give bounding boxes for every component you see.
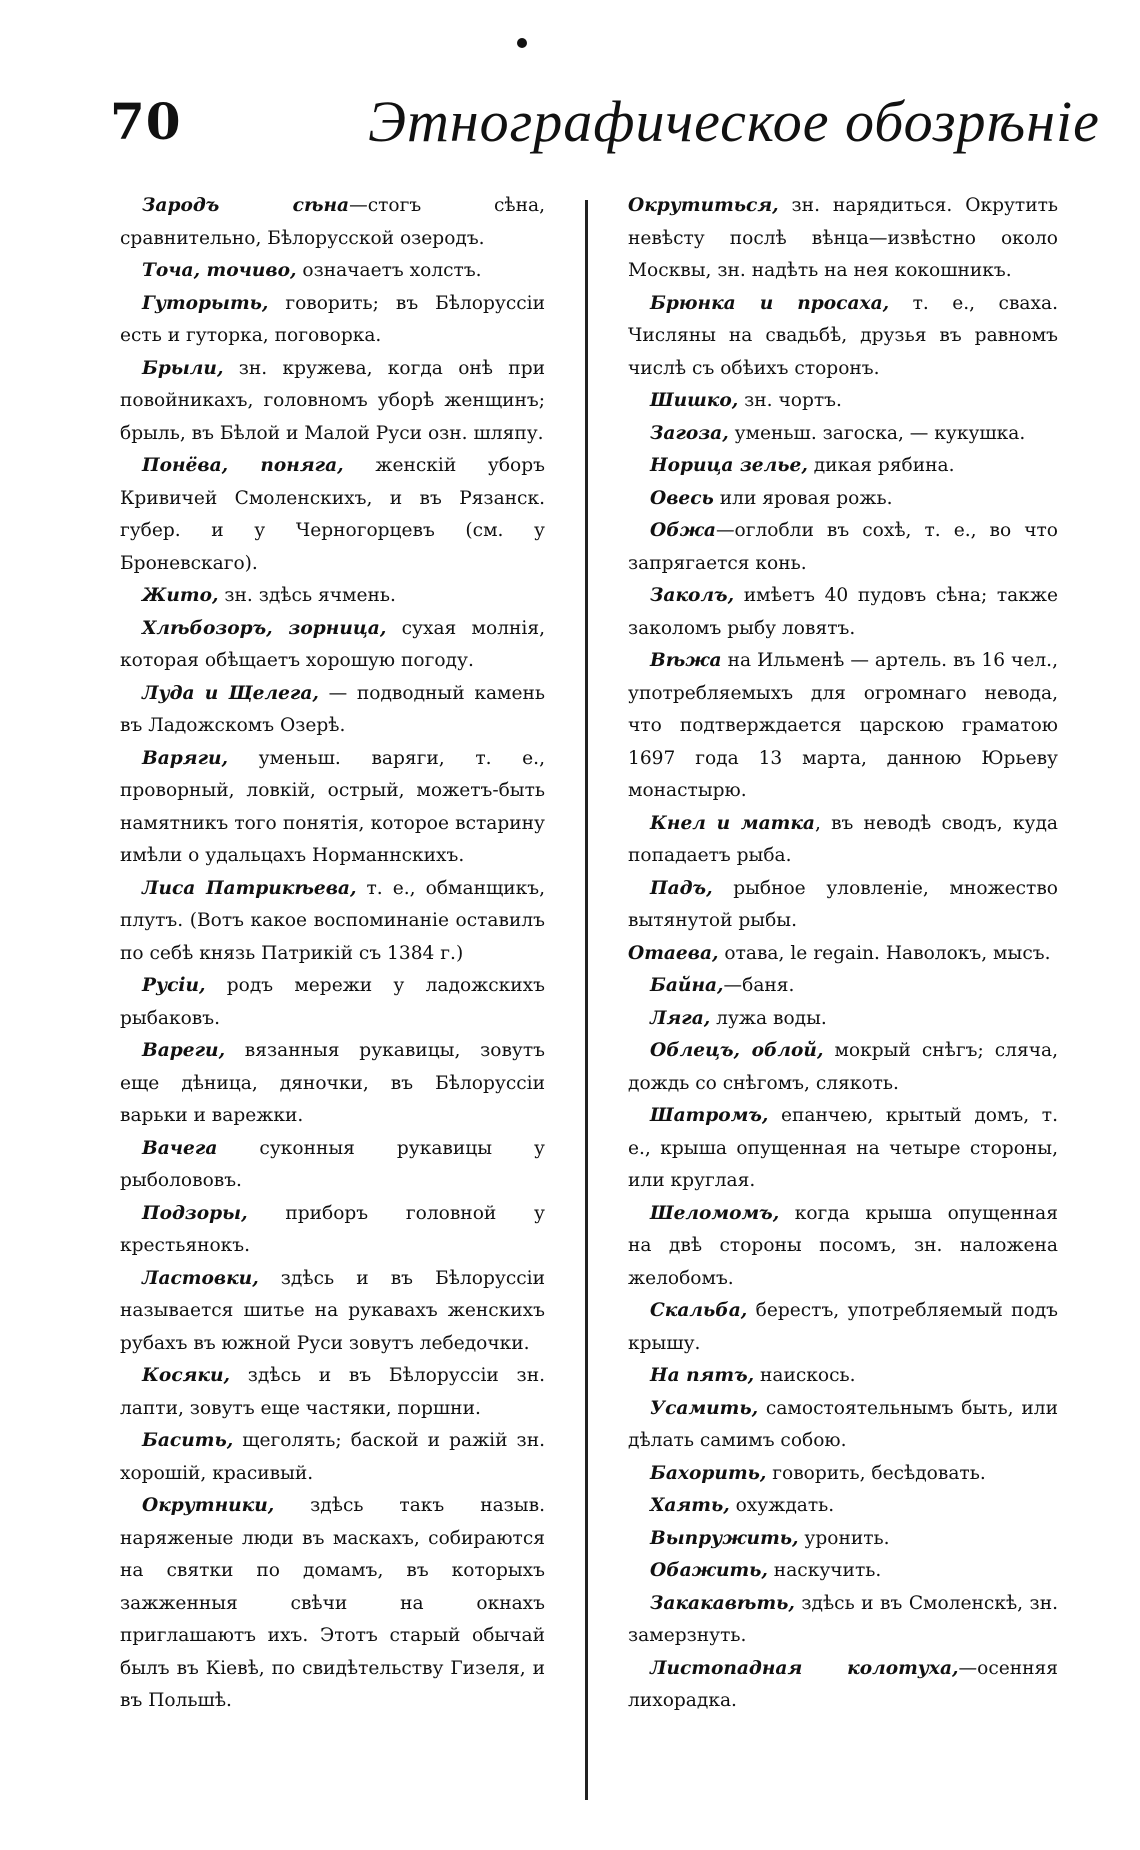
entry-term: Вѣжа	[650, 650, 722, 671]
entry-definition: или яровая рожь.	[713, 487, 893, 509]
dictionary-entry	[628, 1295, 1058, 1360]
entry-definition: наискось.	[754, 1365, 856, 1386]
dictionary-entry	[120, 1198, 545, 1263]
entry-definition: —оглобли въ сохѣ, т. е., во что запрягается конь.	[628, 520, 1058, 574]
dictionary-entry	[120, 1035, 545, 1133]
entry-term: Хлѣбозоръ, зорница,	[142, 617, 387, 639]
entry-term: Выпружить,	[650, 1527, 799, 1549]
entry-term: Жито,	[142, 585, 219, 606]
entry-term: Подзоры,	[142, 1202, 248, 1224]
entry-term: Точа, точиво,	[142, 260, 297, 281]
dictionary-entry	[628, 1198, 1058, 1296]
entry-definition: женскій уборъ Кривичей Смоленскихъ, и въ Рязанск. губер. и у Черногорцевъ (см. у Броневскаго).	[120, 455, 545, 574]
entry-term: Норица зелье,	[650, 455, 808, 476]
entry-definition: говорить; въ Бѣлоруссіи есть и гуторка, поговорка.	[120, 292, 545, 346]
dictionary-entry	[628, 1490, 1058, 1523]
entry-definition: лужа воды.	[710, 1007, 827, 1029]
entry-definition: приборъ головной у крестьянокъ.	[120, 1202, 545, 1256]
entry-definition: зн. нарядиться. Окрутить невѣсту послѣ вѣнца—извѣстно около Москвы, зн. надѣть на нея кокошникъ.	[628, 195, 1058, 281]
dictionary-entry	[628, 645, 1058, 808]
entry-term: Байна,	[650, 975, 724, 996]
dictionary-entry	[628, 808, 1058, 873]
dictionary-entry	[628, 1100, 1058, 1198]
entry-definition: дикая рябина.	[807, 455, 955, 476]
entry-definition: здѣсь и въ Бѣлоруссіи зн. лапти, зовутъ еще частяки, поршни.	[120, 1365, 545, 1419]
entry-term: Бахорить,	[650, 1462, 767, 1484]
dictionary-entry	[120, 288, 545, 353]
entry-definition: уменьш. варяги, т. е., проворный, ловкій, острый, можетъ-быть намятникъ того понятія, которое встарину имѣли о удальцахъ Норманнскихъ.	[120, 747, 545, 866]
entry-definition: зн. здѣсь ячмень.	[218, 585, 396, 606]
column-divider	[585, 200, 588, 1800]
entry-term: Басить,	[142, 1430, 234, 1451]
entry-term: Облецъ, облой,	[650, 1040, 824, 1061]
dictionary-entry	[120, 190, 545, 255]
entry-term: Кнел и матка	[650, 812, 815, 834]
entry-term: Хаять,	[650, 1495, 730, 1516]
entry-term: Падъ,	[650, 877, 713, 899]
dictionary-entry	[628, 1035, 1058, 1100]
entry-definition: сухая молнія, которая обѣщаетъ хорошую погоду.	[120, 617, 545, 671]
entry-definition: на Ильменѣ — артель. въ 16 чел., употребляемыхъ для огромнаго невода, что подтверждается царскою граматою 1697 года 13 марта, данною Юрьеву монастырю.	[628, 650, 1058, 801]
dictionary-entry	[628, 580, 1058, 645]
dictionary-entry	[120, 970, 545, 1035]
printer-dot	[517, 38, 527, 48]
entry-definition: берестъ, употребляемый подъ крышу.	[628, 1300, 1058, 1354]
dictionary-entry	[628, 1003, 1058, 1036]
entry-term: Луда и Щелега,	[142, 682, 319, 704]
entry-definition: —стогъ сѣна, сравнительно, Бѣлорусской озеродъ.	[120, 195, 545, 249]
entry-definition: охуждать.	[729, 1495, 835, 1516]
dictionary-entry	[120, 255, 545, 288]
entry-definition: здѣсь такъ назыв. наряженые люди въ маскахъ, собираются на святки по домамъ, въ которыхъ зажженныя свѣчи на окнахъ приглашаютъ ихъ. Этотъ старый обычай былъ въ Кіевѣ, по свидѣтельству Гизеля, и въ Польшѣ.	[120, 1495, 545, 1711]
entry-term: Русіи,	[142, 975, 206, 996]
entry-term: Брюнка и просаха,	[650, 292, 890, 314]
dictionary-entry	[628, 418, 1058, 451]
entry-term: Листопадная колотуха,	[650, 1657, 959, 1679]
entry-term: Понёва, поняга,	[142, 455, 344, 476]
dictionary-entry	[628, 1588, 1058, 1653]
entry-definition: имѣетъ 40 пудовъ сѣна; также заколомъ рыбу ловятъ.	[628, 585, 1058, 639]
dictionary-entry	[120, 873, 545, 971]
dictionary-entry	[628, 938, 1058, 971]
dictionary-entry	[628, 970, 1058, 1003]
dictionary-entry	[120, 353, 545, 451]
dictionary-entry	[120, 743, 545, 873]
entry-definition: т. е., сваха. Числяны на свадьбѣ, друзья въ равномъ числѣ съ обѣихъ сторонъ.	[628, 292, 1058, 379]
entry-term: Закакавѣть,	[650, 1592, 795, 1614]
entry-definition: родъ мережи у ладожскихъ рыбаковъ.	[120, 975, 545, 1029]
entry-definition: т. е., обманщикъ, плутъ. (Вотъ какое воспоминаніе оставилъ по себѣ князь Патрикій съ 1384 г.)	[120, 877, 546, 964]
entry-definition: означаетъ холстъ.	[296, 260, 482, 281]
entry-term: Лиса Патрикѣева,	[142, 877, 357, 899]
dictionary-entry	[628, 1458, 1058, 1491]
dictionary-entry	[628, 1555, 1058, 1588]
entry-term: Заколъ,	[650, 585, 735, 606]
entry-definition: вязанныя рукавицы, зовутъ еще дѣница, дяночки, въ Бѣлоруссіи варьки и варежки.	[120, 1040, 545, 1126]
entry-definition: — подводный камень въ Ладожскомъ Озерѣ.	[120, 682, 546, 736]
page-number: 70	[110, 92, 182, 151]
left-column	[120, 190, 545, 1718]
dictionary-entry	[628, 385, 1058, 418]
entry-term: Косяки,	[142, 1365, 231, 1386]
dictionary-entry	[628, 483, 1058, 516]
dictionary-entry	[120, 678, 545, 743]
dictionary-entry	[120, 1133, 545, 1198]
entry-term: Обжа	[650, 520, 716, 541]
entry-term: Скальба,	[650, 1300, 748, 1321]
dictionary-entry	[628, 515, 1058, 580]
entry-definition: епанчею, крытый домъ, т. е., крыша опущенная на четыре стороны, или круглая.	[628, 1105, 1058, 1191]
entry-definition: зн. кружева, когда онѣ при повойникахъ, головномъ уборѣ женщинъ; брыль, въ Бѣлой и Малой Руси озн. шляпу.	[120, 357, 545, 444]
dictionary-entry	[628, 873, 1058, 938]
entry-definition: отава, le regain. Наволокъ, мысъ.	[718, 942, 1051, 964]
entry-definition: когда крыша опущенная на двѣ стороны посомъ, зн. наложена желобомъ.	[628, 1202, 1058, 1289]
entry-term: Окрутиться,	[628, 195, 779, 216]
entry-term: Зародъ сѣна	[142, 195, 350, 216]
dictionary-entry	[120, 1490, 545, 1718]
entry-definition: щеголять; баской и ражій зн. хорошій, красивый.	[120, 1430, 545, 1484]
entry-definition: самостоятельнымъ быть, или дѣлать самимъ собою.	[628, 1397, 1058, 1451]
entry-term: Овесь	[650, 487, 714, 509]
entry-term: Гуторыть,	[142, 292, 269, 314]
entry-definition: уменьш. загоска, — кукушка.	[728, 422, 1026, 444]
entry-term: Шеломомъ,	[650, 1202, 780, 1224]
entry-definition: зн. чортъ.	[738, 390, 842, 411]
dictionary-entry	[120, 1425, 545, 1490]
dictionary-entry	[120, 1263, 545, 1361]
running-head-title: Этнографическое обозрѣніе	[368, 89, 1100, 154]
entry-term: Ляга,	[650, 1007, 711, 1029]
right-column	[628, 190, 1058, 1718]
entry-definition: суконныя рукавицы у рыболововъ.	[120, 1137, 545, 1191]
entry-term: Вареги,	[142, 1040, 226, 1061]
entry-definition: наскучить.	[767, 1560, 882, 1581]
dictionary-entry	[120, 450, 545, 580]
entry-definition: рыбное уловленіе, множество вытянутой рыбы.	[628, 877, 1058, 931]
dictionary-entry	[120, 1360, 545, 1425]
entry-term: Шишко,	[650, 390, 739, 411]
entry-term: Отаева,	[628, 942, 719, 964]
dictionary-entry	[628, 288, 1058, 386]
entry-term: Усамить,	[650, 1397, 759, 1419]
dictionary-entry	[628, 1393, 1058, 1458]
entry-term: Ластовки,	[142, 1267, 259, 1289]
entry-definition: , въ неводѣ сводъ, куда попадаетъ рыба.	[628, 812, 1059, 866]
entry-term: Загоза,	[650, 422, 729, 444]
dictionary-entry	[628, 190, 1058, 288]
dictionary-entry	[120, 613, 545, 678]
entry-definition: здѣсь и въ Смоленскѣ, зн. замерзнуть.	[628, 1592, 1058, 1646]
entry-term: Брыли,	[142, 357, 224, 379]
entry-term: Обажить,	[650, 1560, 768, 1581]
entry-definition: —осенняя лихорадка.	[628, 1657, 1058, 1711]
entry-term: Шатромъ,	[650, 1105, 769, 1126]
dictionary-entry	[628, 450, 1058, 483]
dictionary-entry	[628, 1360, 1058, 1393]
dictionary-entry	[120, 580, 545, 613]
entry-definition: говорить, бесѣдовать.	[766, 1462, 986, 1484]
entry-definition: мокрый снѣгъ; сляча, дождь со снѣгомъ, слякоть.	[628, 1040, 1058, 1094]
entry-term: Варяги,	[142, 747, 229, 769]
entry-term: Вачега	[142, 1137, 218, 1159]
dictionary-entry	[628, 1523, 1058, 1556]
entry-definition: —баня.	[723, 975, 795, 996]
entry-definition: здѣсь и въ Бѣлоруссіи называется шитье на рукавахъ женскихъ рубахъ въ южной Руси зовутъ лебедочки.	[120, 1267, 545, 1354]
entry-term: Окрутники,	[142, 1495, 275, 1516]
entry-definition: уронить.	[798, 1527, 890, 1549]
entry-term: На пятъ,	[650, 1365, 755, 1386]
dictionary-entry	[628, 1653, 1058, 1718]
